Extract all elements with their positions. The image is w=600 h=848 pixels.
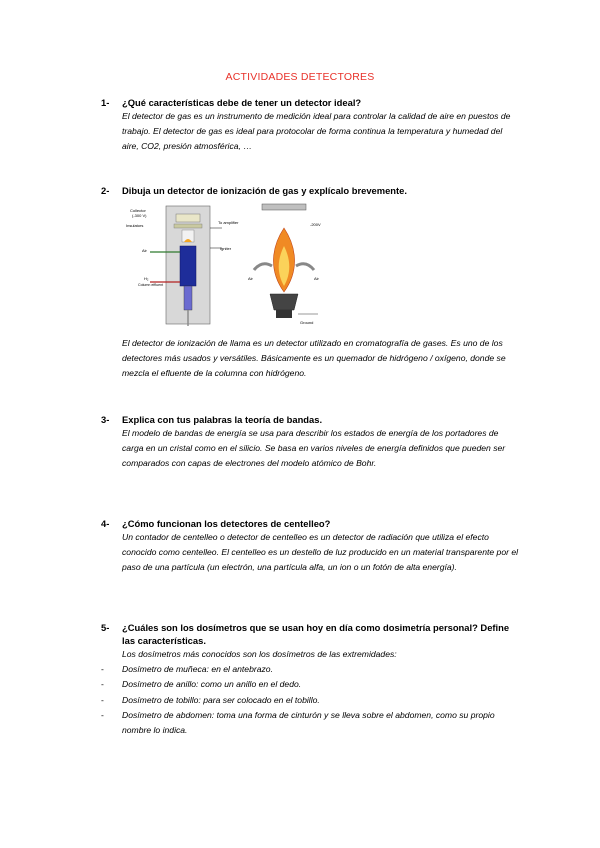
burner-jet — [270, 294, 298, 310]
question-number: 1- — [101, 97, 110, 108]
answer-text: Un contador de centelleo o detector de centelleo es un detector de radiación que utiliza el efecto conocido como centelleo. El centelleo es un destello de luz producido en un material transparente por el paso de una partícula (un electrón, una partícula alfa, un ion o un fotón de alta energía). — [122, 532, 519, 573]
list-item: - Dosímetro de muñeca: en el antebrazo. — [101, 664, 273, 675]
collector-electrode — [262, 204, 306, 210]
question-number: 3- — [101, 414, 110, 425]
label-collector-voltage: (-300 V) — [132, 213, 147, 218]
answer-intro: Los dosímetros más conocidos son los dosímetros de las extremidades: — [122, 649, 397, 659]
question-4 — [101, 517, 521, 576]
label-air-right: Air — [314, 276, 319, 281]
air-arrow-right — [296, 264, 314, 270]
answer-text: El detector de ionización de llama es un detector utilizado en cromatografía de gases. Es uno de los detectores más usados y versátiles. Básicamente es un quemador de hidrógeno / oxígeno, donde se mezcla el efluente de la columna con hidrógeno. — [122, 338, 506, 379]
question-text: Dibuja un detector de ionización de gas y explícalo brevemente. — [122, 185, 407, 196]
question-text: ¿Cuáles son los dosímetros que se usan hoy en día como dosimetría personal? Define las características. — [122, 622, 510, 646]
jet-tube — [180, 246, 196, 286]
question-text: Explica con tus palabras la teoría de bandas. — [122, 414, 323, 425]
label-h2: H₂ — [144, 276, 149, 281]
list-item: - Dosímetro de anillo: como un anillo en el dedo. — [101, 679, 302, 690]
label-effluent: Column effluent — [138, 283, 164, 287]
label-collector: Collector — [130, 208, 146, 213]
fid-diagram — [122, 200, 322, 330]
label-amplifier: To amplifier — [218, 220, 239, 225]
question-5 — [101, 621, 521, 738]
question-text: ¿Cómo funcionan los detectores de centelleo? — [122, 518, 331, 529]
label-insulators: Insulators — [126, 223, 144, 228]
question-2 — [101, 184, 521, 197]
dosimeter-list — [101, 662, 521, 738]
label-ground: Ground — [300, 320, 314, 325]
label-igniter: Igniter — [220, 246, 232, 251]
question-number: 5- — [101, 622, 110, 633]
answer-2-block — [101, 336, 521, 382]
question-text: ¿Qué características debe de tener un detector ideal? — [122, 97, 362, 108]
insulator — [174, 224, 202, 228]
question-number: 2- — [101, 185, 110, 196]
question-number: 4- — [101, 518, 110, 529]
question-1 — [101, 96, 521, 155]
label-air-left: Air — [248, 276, 253, 281]
label-air: Air — [142, 248, 147, 253]
answer-text: El detector de gas es un instrumento de medición ideal para controlar la calidad de aire en puestos de trabajo. El detector de gas es ideal para protocolar de forma continua la temperatura y humedad del aire, CO2, presión atmosférica, … — [122, 111, 511, 152]
list-item: - Dosímetro de abdomen: toma una forma de cinturón y se lleva sobre el abdomen, como su propio nombre lo indica. — [101, 709, 495, 736]
list-item: - Dosímetro de tobillo: para ser colocado en el tobillo. — [101, 694, 320, 705]
answer-text: El modelo de bandas de energía se usa para describir los estados de energía de los portadores de carga en un cristal como en el silicio. Se basa en varios niveles de energía definidos que pueden ser comparados con capas de electrones del modelo atómico de Bohr. — [122, 428, 506, 469]
question-3 — [101, 413, 521, 472]
air-arrow-left — [254, 264, 272, 270]
collector-plate — [176, 214, 200, 222]
page-title: ACTIVIDADES DETECTORES — [225, 71, 375, 83]
label-minus200: -200V — [310, 222, 321, 227]
